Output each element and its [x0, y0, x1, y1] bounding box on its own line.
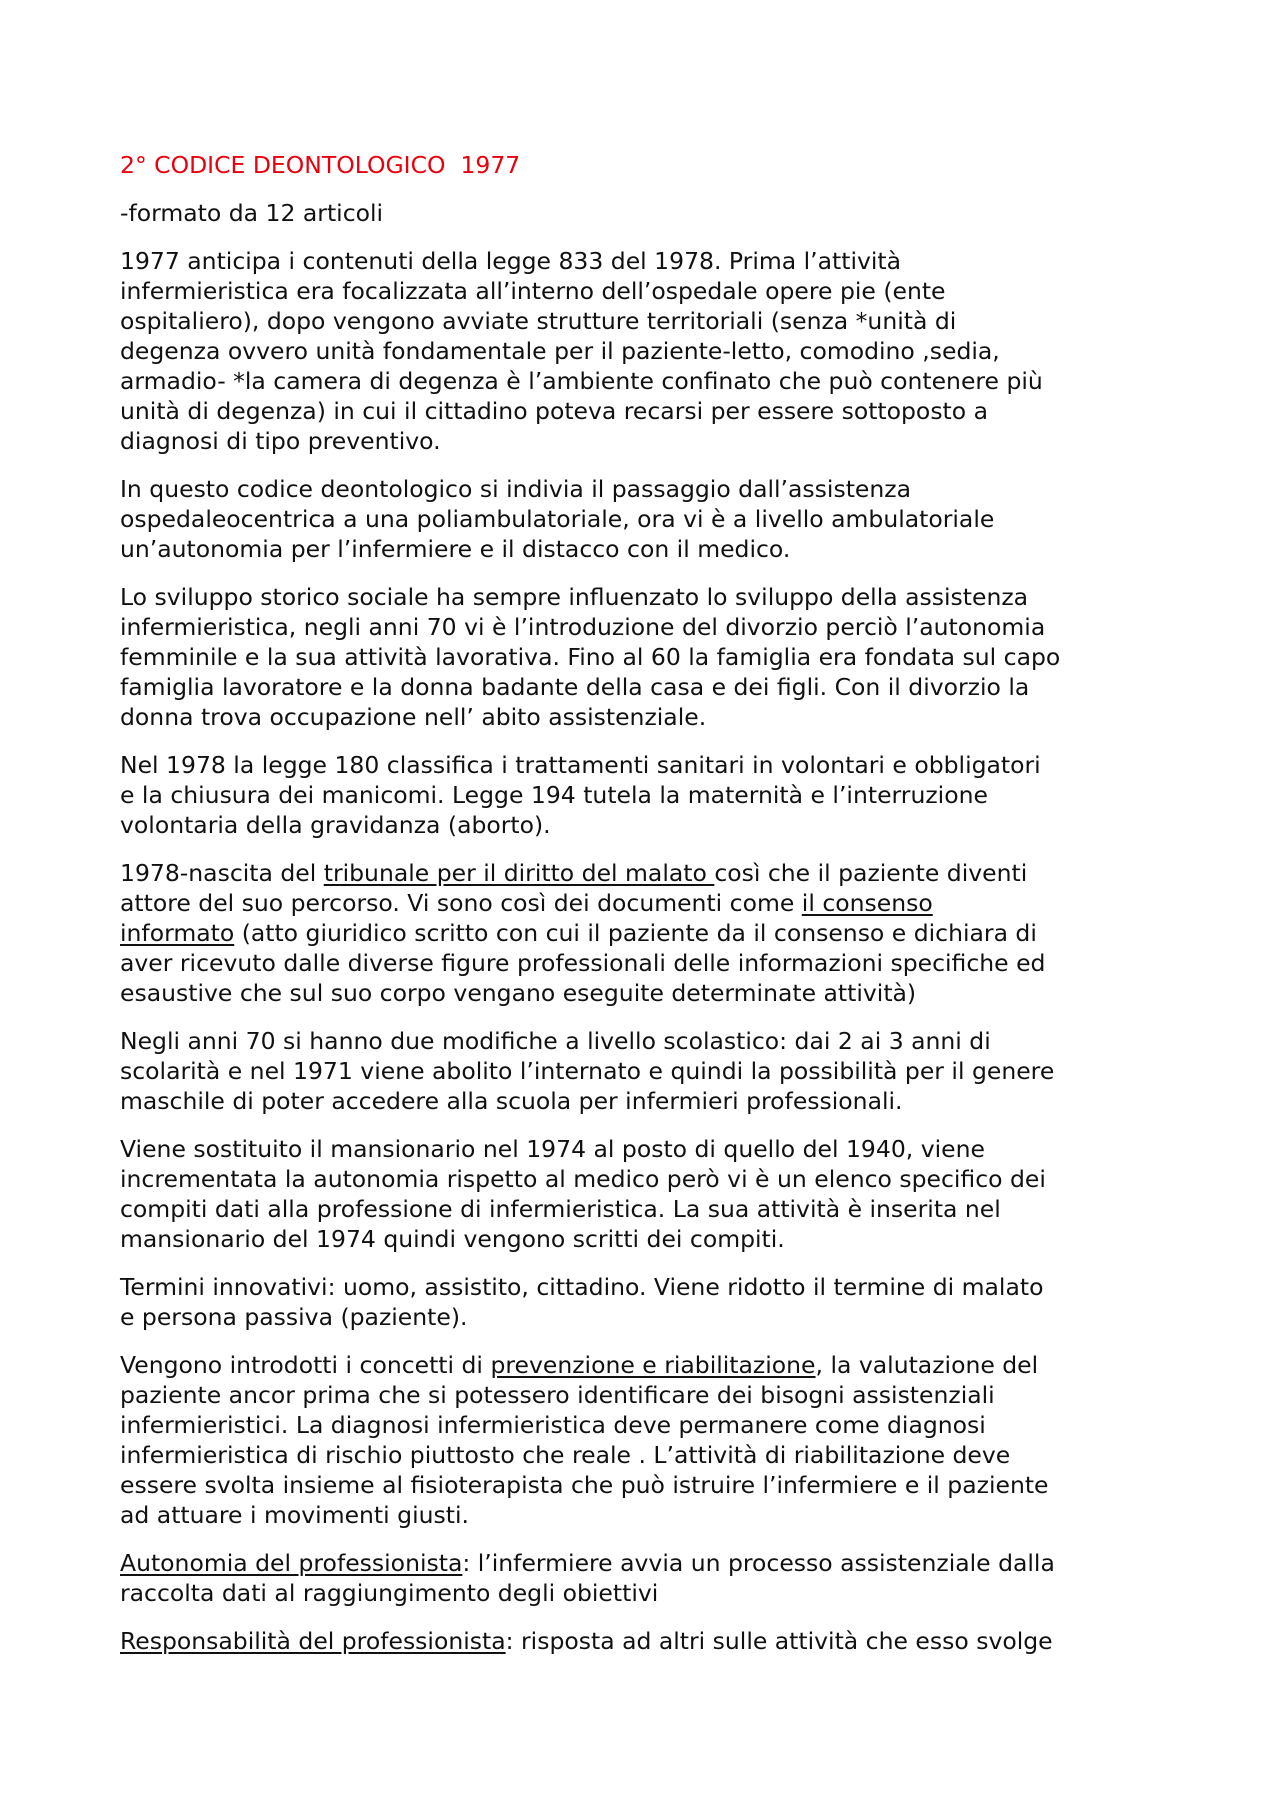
underlined-term-consenso-informato: il consenso informato — [120, 889, 933, 947]
document-title: 2° CODICE DEONTOLOGICO 1977 — [120, 151, 521, 179]
paragraph-autonomia — [120, 1548, 1165, 1608]
paragraph-articoli: -formato da 12 articoli — [120, 199, 384, 227]
text-segment: 1978-nascita del — [120, 859, 324, 887]
paragraph-passaggio-assistenza: In questo codice deontologico si indivia il passaggio dall’assistenza ospedaleocentrica a una poliambulatoriale, ora vi è a livello ambulatoriale un’autonomia per l’infermiere e il distacco con il medico. — [120, 475, 995, 563]
paragraph-termini-innovativi: Termini innovativi: uomo, assistito, cittadino. Viene ridotto il termine di malato e persona passiva (paziente). — [120, 1273, 1044, 1331]
paragraph-prevenzione-riabilitazione — [120, 1350, 1165, 1530]
paragraph-responsabilita — [120, 1626, 1165, 1656]
paragraph-tribunale-malato — [120, 858, 1165, 1008]
underlined-term-prevenzione: prevenzione e riabilitazione — [490, 1351, 816, 1379]
text-segment: (atto giuridico scritto con cui il paziente da il consenso e dichiara di aver ricevuto dalle diverse figure professionali delle informazioni specifiche ed esaustive che sul suo corpo vengano eseguite determinate attività) — [120, 919, 1046, 1007]
text-segment: così che il paziente diventi attore del suo percorso. Vi sono così dei documenti come — [120, 859, 1028, 917]
text-segment: : risposta ad altri sulle attività che esso svolge — [505, 1627, 1053, 1655]
text-segment: : l’infermiere avvia un processo assistenziale dalla raccolta dati al raggiungimento degli obiettivi — [120, 1549, 1055, 1607]
underlined-term-responsabilita: Responsabilità del professionista — [120, 1627, 506, 1655]
document-page — [120, 150, 1165, 1674]
paragraph-sviluppo-storico: Lo sviluppo storico sociale ha sempre influenzato lo sviluppo della assistenza infermieristica, negli anni 70 vi è l’introduzione del divorzio perciò l’autonomia femminile e la sua attività lavorativa. Fino al 60 la famiglia era fondata sul capo famiglia lavoratore e la donna badante della casa e dei figli. Con il divorzio la donna trova occupazione nell’ abito assistenziale. — [120, 583, 1061, 731]
paragraph-legge-833: 1977 anticipa i contenuti della legge 833 del 1978. Prima l’attività infermieristica era focalizzata all’interno dell’ospedale opere pie (ente ospitaliero), dopo vengono avviate strutture territoriali (senza *unità di degenza ovvero unità fondamentale per il paziente-letto, comodino ,sedia, armadio- *la camera di degenza è l’ambiente confinato che può contenere più unità di degenza) in cui il cittadino poteva recarsi per essere sottoposto a diagnosi di tipo preventivo. — [120, 247, 1043, 455]
underlined-term-tribunale: tribunale per il diritto del malato — [323, 859, 715, 887]
paragraph-modifiche-scolastiche: Negli anni 70 si hanno due modifiche a livello scolastico: dai 2 ai 3 anni di scolarità e nel 1971 viene abolito l’internato e quindi la possibilità per il genere maschile di poter accedere alla scuola per infermieri professionali. — [120, 1027, 1055, 1115]
text-segment: Vengono introdotti i concetti di — [120, 1351, 491, 1379]
text-segment: , la valutazione del paziente ancor prima che si potessero identificare dei bisogni assistenziali infermieristici. La diagnosi infermieristica deve permanere come diagnosi infermieristica di rischio piuttosto che reale . L’attività di riabilitazione deve essere svolta insieme al fisioterapista che può istruire l’infermiere e il paziente ad attuare i movimenti giusti. — [120, 1351, 1049, 1529]
underlined-term-autonomia: Autonomia del professionista — [120, 1549, 463, 1577]
paragraph-legge-180: Nel 1978 la legge 180 classifica i trattamenti sanitari in volontari e obbligatori e la chiusura dei manicomi. Legge 194 tutela la maternità e l’interruzione volontaria della gravidanza (aborto). — [120, 751, 1041, 839]
paragraph-mansionario: Viene sostituito il mansionario nel 1974 al posto di quello del 1940, viene incrementata la autonomia rispetto al medico però vi è un elenco specifico dei compiti dati alla professione di infermieristica. La sua attività è inserita nel mansionario del 1974 quindi vengono scritti dei compiti. — [120, 1135, 1046, 1253]
